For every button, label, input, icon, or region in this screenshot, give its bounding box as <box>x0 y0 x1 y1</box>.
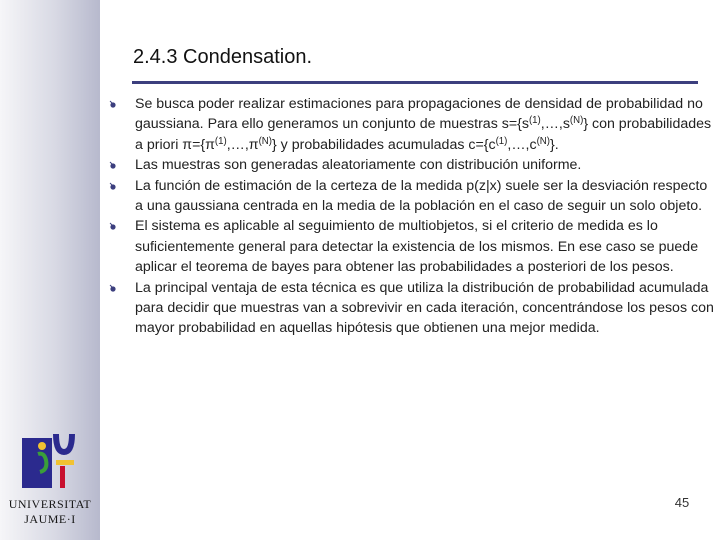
slide-title: 2.4.3 Condensation. <box>133 46 313 68</box>
bullet-text: ,…,c <box>507 136 537 153</box>
bullet-item <box>135 278 715 339</box>
bullet-text: }. <box>549 136 559 153</box>
bullet-icon <box>108 181 118 191</box>
bullet-icon <box>108 283 118 293</box>
superscript: (1) <box>214 136 227 147</box>
bullet-list <box>135 94 715 339</box>
bullet-text: ,…,s <box>540 116 570 133</box>
university-logo-icon <box>22 432 82 492</box>
superscript: (N) <box>258 136 272 147</box>
bullet-item <box>135 94 715 155</box>
bullet-text: Las muestras son generadas aleatoriamente con distribución uniforme. <box>135 157 582 174</box>
bullet-text: Se busca poder realizar estimaciones para propagaciones de densidad de probabilidad no gaussiana. Para ello generamos un conjunto de muestras s={s <box>135 96 703 133</box>
superscript: (1) <box>528 115 541 127</box>
bullet-text: } y probabilidades acumuladas c={c <box>271 136 496 153</box>
bullet-text: La función de estimación de la certeza de la medida p(z|x) suele ser la desviación respecto a una gaussiana centrada en la media de la población en el caso de seguir un solo objeto. <box>135 177 708 215</box>
superscript: (N) <box>536 136 550 147</box>
superscript: (N) <box>569 115 584 127</box>
page-number: 45 <box>674 495 690 510</box>
bullet-icon <box>108 160 118 170</box>
bullet-item <box>135 155 715 175</box>
university-name-line2: JAUME·I <box>24 512 76 526</box>
bullet-text: ,…,π <box>226 136 259 153</box>
bullet-icon <box>108 221 118 231</box>
bullet-item <box>135 176 715 217</box>
title-underline <box>132 81 698 84</box>
bullet-text: La principal ventaja de esta técnica es que utiliza la distribución de probabilidad acumulada para decidir que muestras van a sobrevivir en cada iteración, concentrándose los pesos con mayor probabilidad en aquellas hipótesis que obtienen una mejor medida. <box>135 279 714 337</box>
university-name-line1: UNIVERSITAT <box>8 497 92 511</box>
bullet-icon <box>108 99 118 109</box>
bullet-item <box>135 216 715 277</box>
bullet-text: } con probabilidades a priori π={π <box>135 116 712 153</box>
bullet-text: El sistema es aplicable al seguimiento de multiobjetos, si el criterio de medida es lo suficientemente general para detectar la existencia de los mismos. En ese caso se puede aplicar el teorema de bayes para obtener las probabilidades a posteriori de los pesos. <box>135 218 699 276</box>
left-decorative-sidebar <box>0 0 100 540</box>
superscript: (1) <box>495 136 508 147</box>
